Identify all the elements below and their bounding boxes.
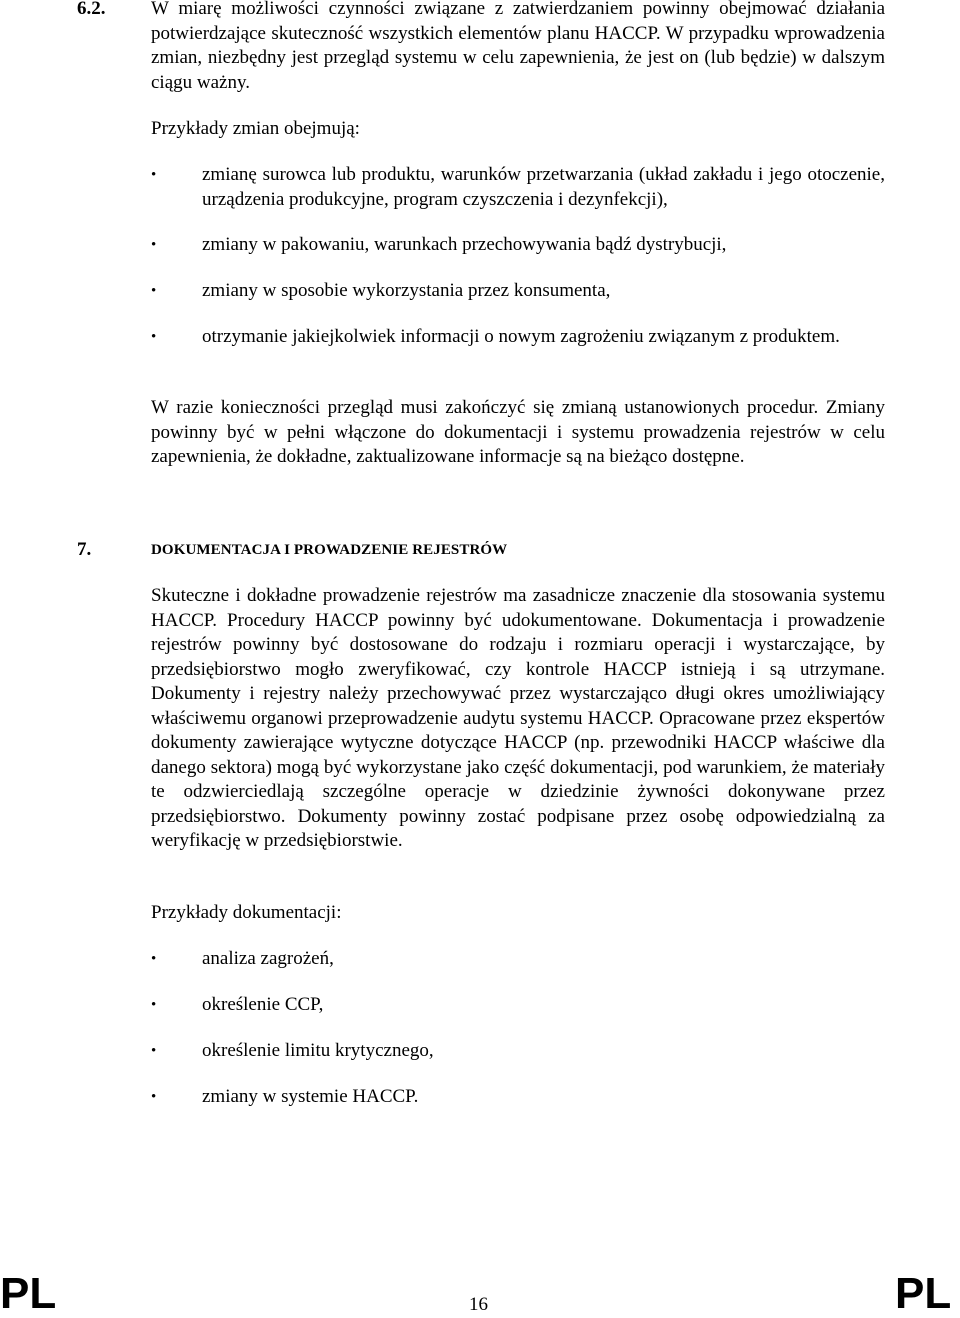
list-item: analiza zagrożeń, [202, 948, 334, 969]
footer-language-right: PL [895, 1269, 952, 1318]
section-6-2-examples-label: Przykłady zmian obejmują: [151, 118, 360, 139]
list-item: zmiany w pakowaniu, warunkach przechowywania bądź dystrybucji, [202, 234, 727, 255]
section-7-body: Skuteczne i dokładne prowadzenie rejestrów ma zasadnicze znaczenie dla stosowania systemu HACCP. Procedury HACCP powinny być udokumentowane. Dokumentacja i prowadzenie rejestrów powinny być dostosowane do rodzaju i rozmiaru operacji i wystarczające, by przedsiębiorstwo mogło zweryfikować, czy kontrole HACCP istnieją i są utrzymane. Dokumenty i rejestry należy przechowywać przez wystarczająco długi okres umożliwiający właściwemu organowi przeprowadzenie audytu systemu HACCP. Opracowane przez ekspertów dokumenty zawierające wytyczne dotyczące HACCP (np. przewodniki HACCP właściwe dla danego sektora) mogą być wykorzystane jako część dokumentacji, pod warunkiem, że materiały te odzwierciedlają szczególne operacje w dziedzinie żywności dokonywane przez przedsiębiorstwo. Dokumenty powinny zostać podpisane przez osobę odpowiedzialną za weryfikację w przedsiębiorstwie. [151, 585, 885, 851]
bullet-icon: • [151, 1043, 157, 1059]
list-item: zmiany w systemie HACCP. [202, 1086, 419, 1107]
bullet-icon: • [151, 167, 157, 183]
bullet-icon: • [151, 237, 157, 253]
section-6-2-closing: W razie konieczności przegląd musi zakończyć się zmianą ustanowionych procedur. Zmiany powinny być w pełni włączone do dokumentacji i systemu prowadzenia rejestrów w celu zapewnienia, że dokładne, zaktualizowane informacje są na bieżąco dostępne. [151, 397, 885, 467]
section-6-2-intro: W miarę możliwości czynności związane z zatwierdzaniem powinny obejmować działania potwierdzające skuteczność wszystkich elementów planu HACCP. W przypadku wprowadzenia zmian, niezbędny jest przegląd systemu w celu zapewnienia, że jest on (lub będzie) w dalszym ciągu ważny. [151, 0, 885, 93]
bullet-icon: • [151, 329, 157, 345]
section-7-examples-label: Przykłady dokumentacji: [151, 902, 342, 923]
list-item: określenie limitu krytycznego, [202, 1040, 434, 1061]
list-item: określenie CCP, [202, 994, 324, 1015]
list-item: zmianę surowca lub produktu, warunków przetwarzania (układ zakładu i jego otoczenie, urządzenia produkcyjne, program czyszczenia i dezynfekcji), [202, 164, 885, 210]
section-number-6-2: 6.2. [77, 0, 106, 19]
section-number-7: 7. [77, 539, 92, 560]
bullet-icon: • [151, 997, 157, 1013]
section-7-heading: DOKUMENTACJA I PROWADZENIE REJESTRÓW [151, 542, 508, 558]
bullet-icon: • [151, 951, 157, 967]
list-item: otrzymanie jakiejkolwiek informacji o nowym zagrożeniu związanym z produktem. [202, 326, 840, 347]
footer-language-left: PL [0, 1269, 57, 1318]
page-number: 16 [469, 1294, 488, 1315]
bullet-icon: • [151, 1089, 157, 1105]
list-item: zmiany w sposobie wykorzystania przez konsumenta, [202, 280, 611, 301]
bullet-icon: • [151, 283, 157, 299]
